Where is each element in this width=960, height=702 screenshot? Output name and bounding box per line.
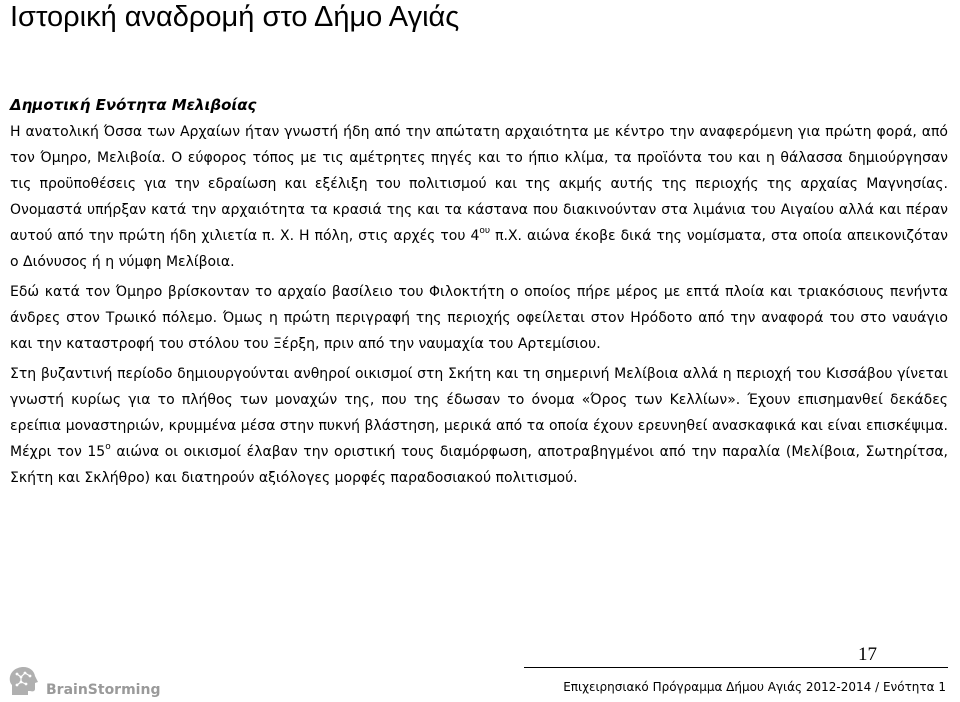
footer-text: Επιχειρησιακό Πρόγραμμα Δήμου Αγιάς 2012-2014 / Ενότητα 1 xyxy=(563,680,946,694)
logo-wordmark: BrainStorming xyxy=(46,682,161,698)
page-title: Ιστορική αναδρομή στο Δήμο Αγιάς xyxy=(10,1,460,33)
paragraph-1-superscript: ου xyxy=(479,226,491,236)
paragraph-3 xyxy=(10,361,948,491)
paragraph-3-text-a: Στη βυζαντινή περίοδο δημιουργούνται ανθηροί οικισμοί στη Σκήτη και τη σημερινή Μελίβοια αλλά η περιοχή του Κισσάβου γίνεται γνωστή κυρίως για το πλήθος των μοναχών της, που της έδωσαν το όνομα «Όρος των Κελλίων». Έχουν επισημανθεί δεκάδες ερείπια μοναστηριών, κρυμμένα μέσα στην πυκνή βλάστηση, μερικά από τα οποία έχουν ερευνηθεί ανασκαφικά και είναι επισκέψιμα. Μέχρι τον 15 xyxy=(10,366,948,460)
paragraph-1-text-a: Η ανατολική Όσσα των Αρχαίων ήταν γνωστή ήδη από την απώτατη αρχαιότητα με κέντρο την αναφερόμενη για πρώτη φορά, από τον Όμηρο, Μελιβοία. Ο εύφορος τόπος με τις αμέτρητες πηγές και το ήπιο κλίμα, τα προϊόντα του και η θάλασσα δημιούργησαν τις προϋποθέσεις για την εδραίωση και εξέλιξη του πολιτισμού και της ακμής αυτής της περιοχής της αρχαίας Μαγνησίας. Ονομαστά υπήρξαν κατά την αρχαιότητα τα κρασιά της και τα κάστανα που διακινούνταν στα λιμάνια του Αιγαίου αλλά και πέραν αυτού από την πρώτη ήδη χιλιετία π. Χ. Η πόλη, στις αρχές του 4 xyxy=(10,124,948,244)
footer-rule xyxy=(524,667,948,668)
head-profile-icon xyxy=(6,665,42,697)
paragraph-3-text-b: αιώνα οι οικισμοί έλαβαν την οριστική τους διαμόρφωση, αποτραβηγμένοι από την παραλία (Μελίβοια, Σωτηρίτσα, Σκήτη και Σκλήθρο) και διατηρούν αξιόλογες μορφές παραδοσιακού πολιτισμού. xyxy=(10,444,948,486)
paragraph-3-superscript: ο xyxy=(105,442,111,452)
page-number: 17 xyxy=(858,644,877,665)
paragraph-1-text-b: π.Χ. αιώνα έκοβε δικά της νομίσματα, στα οποία απεικονιζόταν ο Διόνυσος ή η νύμφη Μελίβοια. xyxy=(10,228,948,270)
paragraph-2: Εδώ κατά τον Όμηρο βρίσκονταν το αρχαίο βασίλειο του Φιλοκτήτη ο οποίος πήρε μέρος με επτά πλοία και τριακόσιους πενήντα άνδρες στον Τρωικό πόλεμο. Όμως η πρώτη περιγραφή της περιοχής οφείλεται στον Ηρόδοτο από την αναφορά του στο ναυάγιο και την καταστροφή του στόλου του Ξέρξη, πριν από την ναυμαχία του Αρτεμίσιου. xyxy=(10,284,948,352)
brainstorming-logo xyxy=(6,665,161,699)
section-heading: Δημοτική Ενότητα Μελιβοίας xyxy=(10,96,257,114)
paragraph-1 xyxy=(10,119,948,275)
body-text xyxy=(10,119,948,495)
